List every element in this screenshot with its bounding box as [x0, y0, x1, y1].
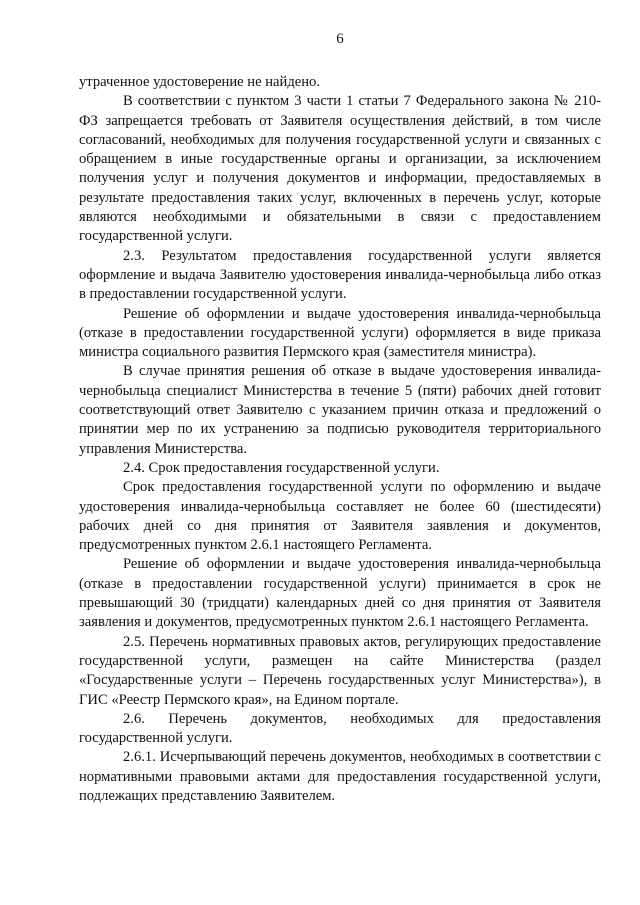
paragraph-refusal-response: В случае принятия решения об отказе в выдаче удостоверения инвалида-чернобыльца специалист Министерства в течение 5 (пяти) рабочих дней готовит соответствующий ответ Заявителю с указанием причин отказа и предложений о принятии мер по их устранению за подписью руководителя территориального управления Министерства. — [79, 363, 601, 457]
paragraph-term-60-days: Срок предоставления государственной услуги по оформлению и выдаче удостоверения инвалида-чернобыльца составляет не более 60 (шестидесяти) рабочих дней со дня принятия от Заявителя заявления и документов, предусмотренных пунктом 2.6.1 настоящего Регламента. — [79, 479, 601, 554]
paragraph-2-6-1-exhaustive-list: 2.6.1. Исчерпывающий перечень документов, необходимых в соответствии с нормативными правовыми актами для предоставления государственной услуги, подлежащих представлению Заявителем. — [79, 749, 601, 804]
paragraph-decision-form: Решение об оформлении и выдаче удостоверения инвалида-чернобыльца (отказе в предоставлении государственной услуги) оформляется в виде приказа министра социального развития Пермского края (заместителя министра). — [79, 305, 601, 361]
paragraph-2-3-result: 2.3. Результатом предоставления государственной услуги является оформление и выдача Заявителю удостоверения инвалида-чернобыльца либо отказ в предоставлении государственной услуги. — [79, 247, 601, 303]
paragraph-2-4-term-heading: 2.4. Срок предоставления государственной услуги. — [123, 459, 440, 476]
document-page — [79, 30, 601, 806]
paragraph-2-5-legal-acts: 2.5. Перечень нормативных правовых актов, регулирующих предоставление государственной услуги, размещен на сайте Министерства (раздел «Государственные услуги – Перечень государственных услуг Министерства»), в ГИС «Реестр Пермского края», на Едином портале. — [79, 633, 601, 708]
paragraph-210fz-restriction: В соответствии с пунктом 3 части 1 статьи 7 Федерального закона № 210-ФЗ запрещается требовать от Заявителя осуществления действий, в том числе согласований, необходимых для получения государственной услуги и связанных с обращением в иные государственные органы и организации, за исключением получения услуг и получения документов и информации, предоставляемых в результате предоставления таких услуг, включенных в перечень услуг, которые являются необходимыми и обязательными в связи с предоставлением государственной услуги. — [79, 93, 601, 245]
paragraph-lost-certificate: утраченное удостоверение не найдено. — [79, 74, 320, 90]
paragraph-term-30-days: Решение об оформлении и выдаче удостоверения инвалида-чернобыльца (отказе в предоставлении государственной услуги) принимается в срок не превышающий 30 (тридцати) календарных дней со дня принятия от Заявителя заявления и документов, предусмотренных пунктом 2.6.1 настоящего Регламента. — [79, 556, 601, 631]
paragraph-2-6-documents: 2.6. Перечень документов, необходимых для предоставления государственной услуги. — [79, 710, 601, 747]
page-number: 6 — [336, 31, 344, 47]
